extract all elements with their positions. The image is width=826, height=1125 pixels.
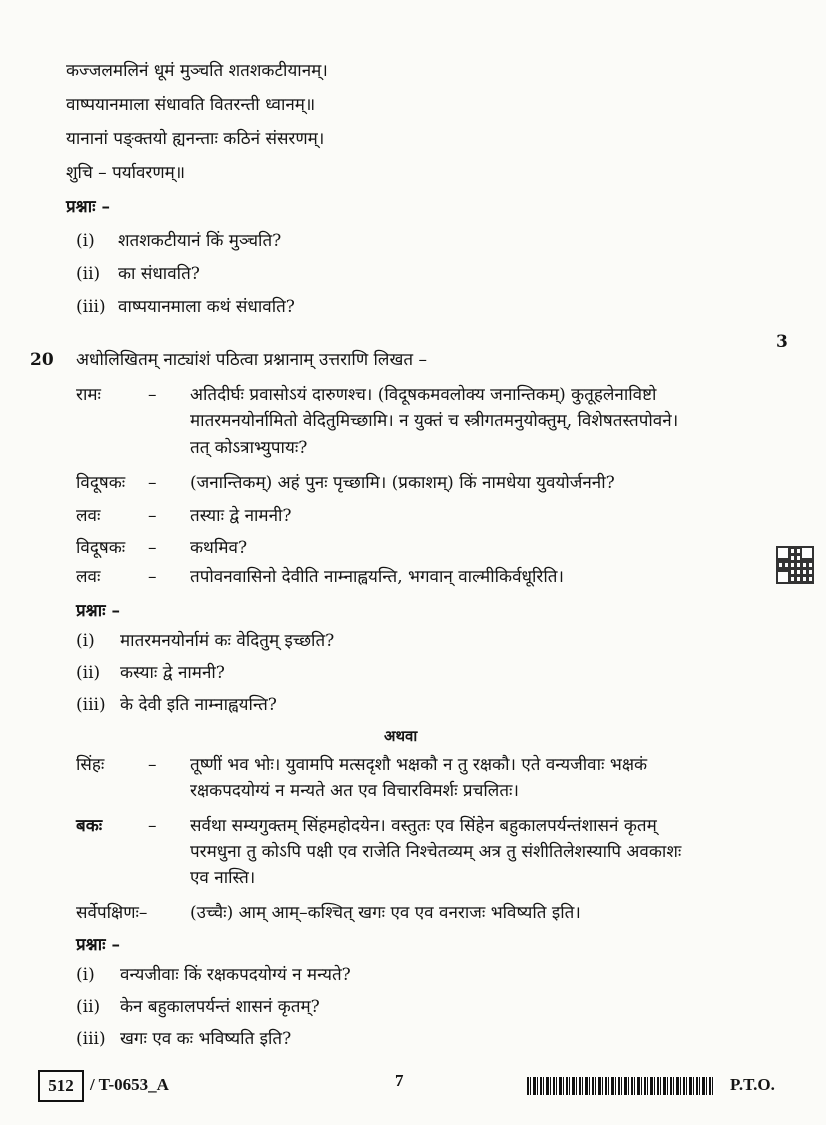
questions-label: प्रश्नाः –: [76, 935, 120, 955]
questions-label: प्रश्नाः –: [66, 197, 110, 217]
dialogue-line: मातरमनयोर्नामितो वेदितुमिच्छामि। न युक्तं च स्त्रीगतमनुयोक्तुम्, विशेषतस्तपोवने।: [190, 411, 679, 431]
speaker: सर्वेपक्षिणः–: [76, 903, 148, 923]
dash: –: [148, 506, 157, 526]
dash: –: [148, 816, 157, 836]
dialogue-line: तूष्णीं भव भोः। युवामपि मत्सदृशौ भक्षकौ न तु रक्षकौ। एते वन्यजीवाः भक्षकं: [190, 755, 648, 775]
dialogue-line: परमधुना तु कोऽपि पक्षी एव राजेति निश्चेतव्यम् अत्र तु संशीतिलेशस्यापि अवकाशः: [190, 842, 682, 862]
question-text: खगः एव कः भविष्यति इति?: [120, 1029, 292, 1049]
question-number-main: 20: [30, 350, 54, 370]
paper-code-box: 512: [38, 1070, 84, 1102]
page-number: 7: [395, 1071, 404, 1090]
questions-label: प्रश्नाः –: [76, 601, 120, 621]
instruction: अधोलिखितम् नाट्यांशं पठित्वा प्रश्नानाम् उत्तराणि लिखत –: [76, 350, 427, 370]
qr-code: [776, 546, 814, 584]
question-number: (iii): [76, 297, 106, 317]
question-text: के देवी इति नाम्नाह्वयन्ति?: [120, 695, 277, 715]
dialogue-line: (जनान्तिकम्) अहं पुनः पृच्छामि। (प्रकाशम्) किं नामधेया युवयोर्जननी?: [190, 473, 615, 493]
question-number: (ii): [76, 663, 101, 683]
dash: –: [148, 567, 157, 587]
verse-line: शुचि – पर्यावरणम्॥: [66, 163, 186, 183]
question-text: वाष्पयानमाला कथं संधावति?: [118, 297, 295, 317]
dialogue-line: तत् कोऽत्राभ्युपायः?: [190, 438, 308, 458]
dash: –: [148, 538, 157, 558]
dialogue-line: तस्याः द्वे नामनी?: [190, 506, 292, 526]
dialogue-line: सर्वथा सम्यगुक्तम् सिंहमहोदयेन। वस्तुतः एव सिंहेन बहुकालपर्यन्तंशासनं कृतम्: [190, 816, 657, 836]
question-number: (iii): [76, 1029, 106, 1049]
dash: –: [148, 385, 157, 405]
dialogue-line: (उच्चैः) आम् आम्–कश्चित् खगः एव एव वनराजः भविष्यति इति।: [190, 903, 581, 923]
verse-line: वाष्पयानमाला संधावति वितरन्ती ध्वानम्॥: [66, 95, 316, 115]
pto-label: P.T.O.: [730, 1075, 775, 1094]
speaker: लवः: [76, 567, 101, 587]
speaker: बकः: [76, 816, 103, 836]
speaker: विदूषकः: [76, 473, 126, 493]
question-text: शतशकटीयानं किं मुञ्चति?: [118, 231, 282, 251]
question-text: मातरमनयोर्नामं कः वेदितुम् इच्छति?: [120, 631, 335, 651]
question-number: (ii): [76, 264, 101, 284]
dialogue-line: एव नास्ति।: [190, 868, 256, 888]
question-text: का संधावति?: [118, 264, 200, 284]
marks: 3: [776, 332, 788, 352]
barcode: [527, 1077, 715, 1095]
speaker: रामः: [76, 385, 101, 405]
question-number: (iii): [76, 695, 106, 715]
dash: –: [148, 473, 157, 493]
dash: –: [148, 755, 157, 775]
verse-line: कज्जलमलिनं धूमं मुञ्चति शतशकटीयानम्।: [66, 61, 328, 81]
paper-code: / T-0653_A: [90, 1075, 169, 1094]
question-number: (ii): [76, 997, 101, 1017]
verse-line: यानानां पङ्क्तयो ह्यनन्ताः कठिनं संसरणम्।: [66, 129, 325, 149]
dialogue-line: अतिदीर्घः प्रवासोऽयं दारुणश्च। (विदूषकमवलोक्य जनान्तिकम्) कुतूहलेनाविष्टो: [190, 385, 657, 405]
or-heading: अथवा: [384, 727, 418, 745]
question-text: केन बहुकालपर्यन्तं शासनं कृतम्?: [120, 997, 320, 1017]
question-text: वन्यजीवाः किं रक्षकपदयोग्यं न मन्यते?: [120, 965, 351, 985]
dialogue-line: रक्षकपदयोग्यं न मन्यते अत एव विचारविमर्शः प्रचलितः।: [190, 781, 519, 801]
question-number: (i): [76, 231, 95, 251]
dialogue-line: कथमिव?: [190, 538, 248, 558]
speaker: विदूषकः: [76, 538, 126, 558]
speaker: लवः: [76, 506, 101, 526]
question-number: (i): [76, 631, 95, 651]
speaker: सिंहः: [76, 755, 105, 775]
question-number: (i): [76, 965, 95, 985]
dialogue-line: तपोवनवासिनो देवीति नाम्नाह्वयन्ति, भगवान् वाल्मीकिर्वधूरिति।: [190, 567, 564, 587]
question-text: कस्याः द्वे नामनी?: [120, 663, 225, 683]
